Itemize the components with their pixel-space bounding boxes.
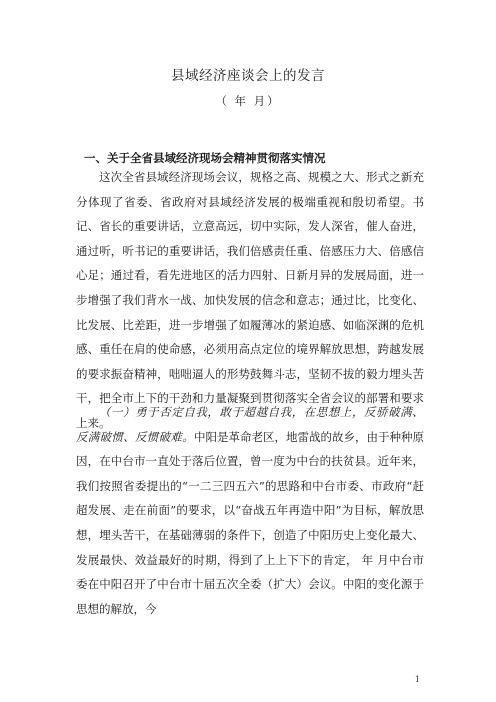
body-paragraph-2-text: 中阳是革命老区，地雷战的故乡，由于种种原因，在中台市一直处于落后位置，曾一度为中台的扶贫县。近年来，我们按照省委提出的“一二三四五六”的思路和中台市委、市政府“赶超发展、走在前面”的要求，以“奋战五年再造中阳”为目标，解放思想，埋头苦干，在基础薄弱的条件下，创造了中阳历史上变化最大、发展最快、效益最好的时期，得到了上上下下的肯定， 年 月中台市委在中阳召开了中台市十届五次全委（扩大）会议。中阳的变化源于思想的解放，今: [76, 429, 424, 616]
subsection-lead: （一）勇于否定自我，敢于超越自我，在思想上，反骄破满、反满破惯、反惯破难。: [76, 405, 424, 444]
body-paragraph-2: [76, 400, 424, 621]
page-number: 1: [414, 675, 420, 684]
document-date: （ 年 月）: [215, 94, 281, 108]
document-title: 县域经济座谈会上的发言: [171, 68, 325, 84]
body-paragraph-1: 这次全省县域经济现场会议，规格之高、规模之大、形式之新充分体现了省委、省政府对县域经济发展的极端重视和殷切希望。书记、省长的重要讲话，立意高远，切中实际，发人深省，催人奋进，通过听，听书记的重要讲话，我们倍感责任重、倍感压力大、倍感信心足；通过看，看先进地区的活力四射、日新月异的发展局面，进一步增强了我们背水一战、加快发展的信念和意志；通过比，比变化、比发展、比差距，进一步增强了如履薄冰的紧迫感、如临深渊的危机感、重任在肩的使命感，必须用高点定位的境界解放思想，跨越发展的要求振奋精神，咄咄逼人的形势鼓舞斗志，坚韧不拔的毅力埋头苦干，把全市上下的干劲和力量凝聚到贯彻落实全省会议的部署和要求上来。: [76, 170, 424, 430]
section-heading: 一、关于全省县域经济现场会精神贯彻落实情况: [84, 151, 326, 165]
